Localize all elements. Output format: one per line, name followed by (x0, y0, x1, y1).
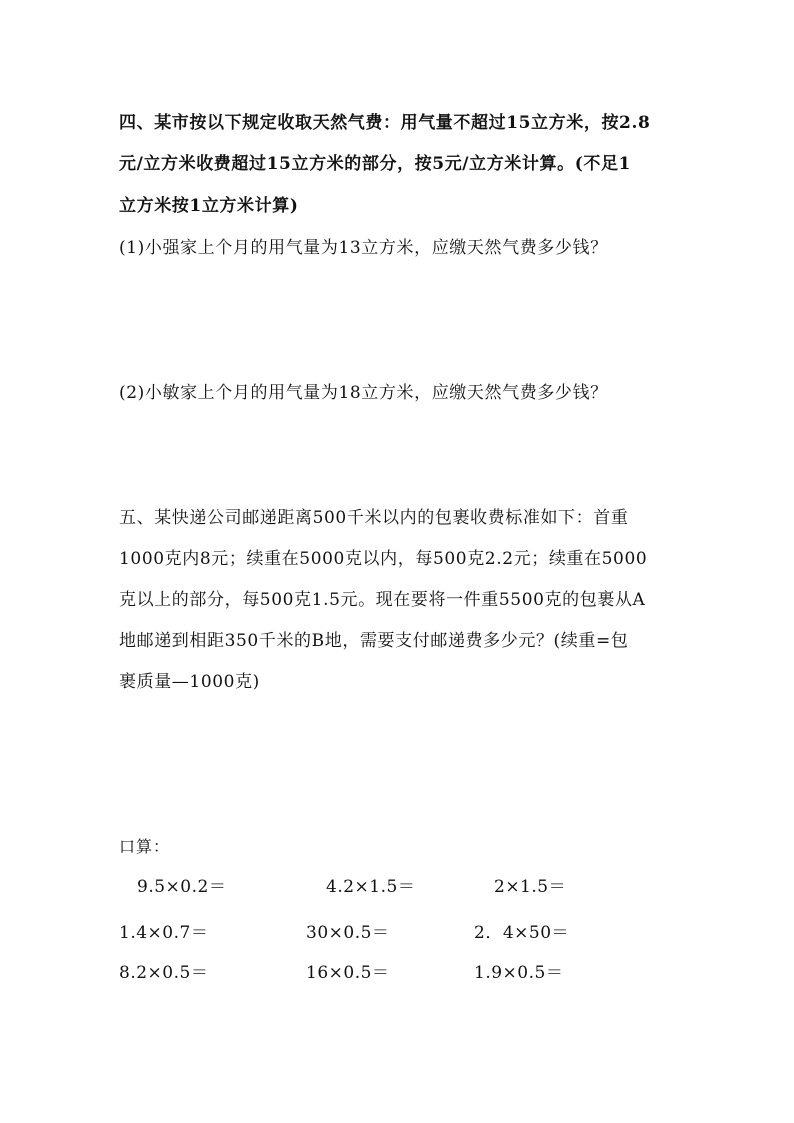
q4-text-line-2: 元/立方米收费超过15立方米的部分，按5元/立方米计算。(不足1 (119, 154, 631, 174)
q5-text-line-2: 1000克内8元；续重在5000克以内，每500克2.2元；续重在5000 (119, 549, 648, 569)
oral-item: 9.5×0.2＝ (137, 877, 227, 897)
oral-item: 30×0.5＝ (306, 923, 390, 943)
oral-item: 8.2×0.5＝ (119, 963, 209, 983)
q4-subquestion-1: (1)小强家上个月的用气量为13立方米，应缴天然气费多少钱？ (119, 238, 608, 258)
q4-text-line-3: 立方米按1立方米计算) (119, 196, 299, 216)
oral-item: 2．4×50＝ (474, 923, 570, 943)
q4-text-line-1: 四、某市按以下规定收取天然气费：用气量不超过15立方米，按2.8 (119, 113, 651, 133)
oral-item: 16×0.5＝ (306, 963, 390, 983)
oral-calculation-title: 口算： (119, 837, 171, 856)
q4-subquestion-2: (2)小敏家上个月的用气量为18立方米，应缴天然气费多少钱？ (119, 383, 608, 403)
oral-item: 2×1.5＝ (494, 877, 567, 897)
q5-text-line-5: 裹质量—1000克) (119, 672, 260, 692)
q5-text-line-1: 五、某快递公司邮递距离500千米以内的包裹收费标准如下：首重 (119, 508, 629, 528)
q5-text-line-4: 地邮递到相距350千米的B地，需要支付邮递费多少元？(续重=包 (119, 631, 629, 651)
oral-item: 1.9×0.5＝ (474, 963, 564, 983)
oral-item: 1.4×0.7＝ (119, 923, 209, 943)
q5-text-line-3: 克以上的部分，每500克1.5元。现在要将一件重5500克的包裹从A (119, 590, 646, 610)
oral-item: 4.2×1.5＝ (326, 877, 416, 897)
